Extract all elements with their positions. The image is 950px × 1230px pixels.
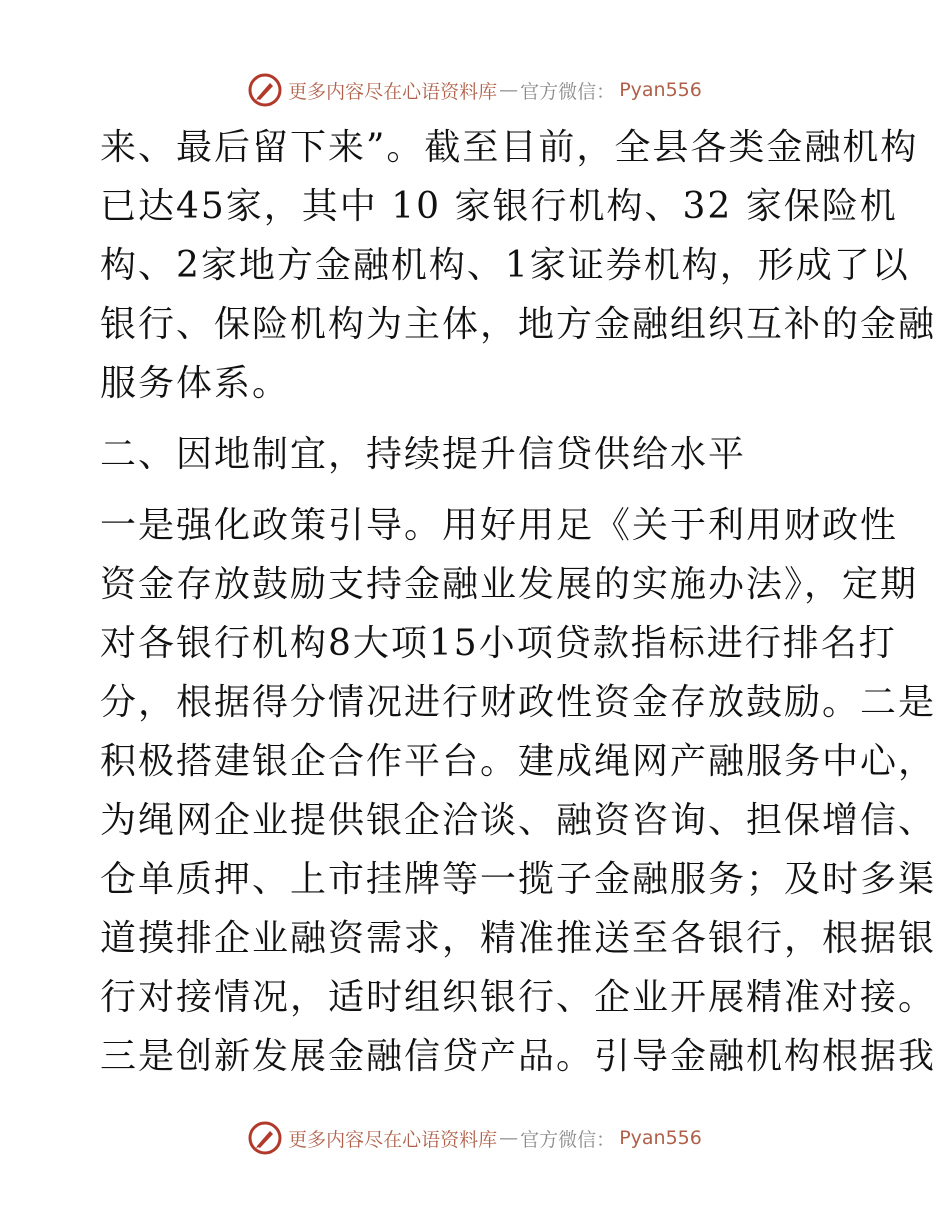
text-line: 对各银行机构8大项15小项贷款指标进行排名打: [100, 623, 897, 664]
footer-watermark: [0, 1118, 950, 1158]
text-line: 资金存放鼓励支持金融业发展的实施办法》，定期: [100, 564, 919, 605]
watermark-separator: —: [499, 79, 519, 101]
watermark-site-text: 更多内容尽在心语资料库: [288, 80, 498, 103]
header-watermark: [0, 70, 950, 110]
paragraph-2: [100, 496, 937, 1086]
text-line: 一是强化政策引导。用好用足《关于利用财政性: [100, 505, 899, 546]
heading-line: 二、因地制宜，持续提升信贷供给水平: [100, 434, 747, 475]
text-line: 积极搭建银企合作平台。建成绳网产融服务中心，: [100, 741, 937, 782]
text-line: 银行、保险机构为主体，地方金融组织互补的金融: [100, 304, 937, 345]
paragraph-1: [100, 118, 937, 413]
text-line: 来、最后留下来”。截至目前，全县各类金融机构: [100, 127, 919, 168]
watermark-account: Pyan556: [619, 79, 702, 101]
pen-logo-icon: [248, 73, 282, 107]
text-line: 服务体系。: [100, 363, 291, 404]
text-line: 已达45家，其中 10 家银行机构、32 家保险机: [100, 186, 898, 227]
pen-logo-icon: [248, 1121, 282, 1155]
section-heading: [100, 425, 860, 484]
watermark-site-text: 更多内容尽在心语资料库: [288, 1128, 498, 1151]
watermark-account: Pyan556: [619, 1127, 702, 1149]
watermark-separator: —: [499, 1127, 519, 1149]
text-line: 道摸排企业融资需求，精准推送至各银行，根据银: [100, 918, 937, 959]
document-body: [100, 118, 937, 1086]
text-line: 三是创新发展金融信贷产品。引导金融机构根据我: [100, 1036, 937, 1077]
text-line: 仓单质押、上市挂牌等一揽子金融服务；及时多渠: [100, 859, 937, 900]
text-line: 构、2家地方金融机构、1家证券机构，形成了以: [100, 245, 910, 286]
text-line: 行对接情况，适时组织银行、企业开展精准对接。: [100, 977, 937, 1018]
watermark-label: 官方微信：: [520, 80, 616, 103]
text-line: 为绳网企业提供银企洽谈、融资咨询、担保增信、: [100, 800, 937, 841]
watermark-label: 官方微信：: [520, 1128, 616, 1151]
text-line: 分，根据得分情况进行财政性资金存放鼓励。二是: [100, 682, 937, 723]
